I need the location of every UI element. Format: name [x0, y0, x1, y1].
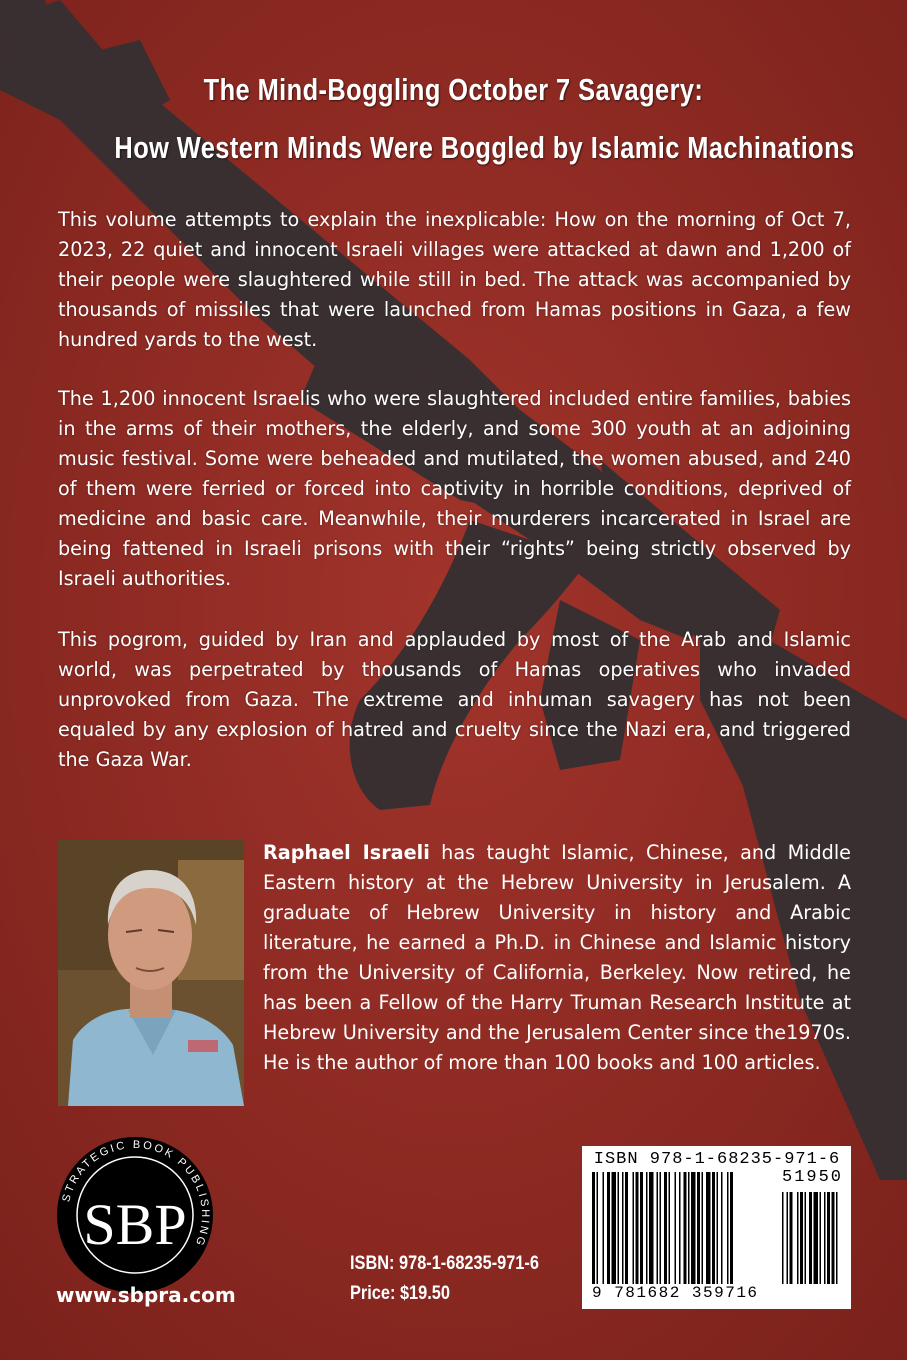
- barcode-bar: [712, 1172, 715, 1284]
- price-line: Price: $19.50: [350, 1283, 450, 1304]
- barcode-bar: [636, 1172, 639, 1284]
- barcode-bar: [679, 1172, 681, 1284]
- book-title-line-2: How Western Minds Were Boggled by Islamic Machinations: [114, 130, 855, 165]
- barcode-addon-bar: [782, 1192, 784, 1284]
- barcode-addon-bar: [790, 1192, 793, 1284]
- barcode-isbn-text: ISBN 978-1-68235-971-6: [593, 1150, 841, 1169]
- barcode-bar: [603, 1172, 605, 1284]
- author-name: Raphael Israeli: [263, 841, 430, 864]
- barcode-bar: [660, 1172, 662, 1284]
- barcode-bars: [592, 1172, 844, 1284]
- synopsis-paragraph-2: The 1,200 innocent Israelis who were slaughtered included entire families, babies in the arms of their mothers, the elderly, and some 300 youth at an adjoining music festival. Some were beheaded and mutilated, the women abused, and 240 of them were ferried or forced into captivity in horrible conditions, deprived of medicine and basic care. Meanwhile, their murderers incarcerated in Israel are being fattened in Israeli prisons with their “rights” being strictly observed by Israeli authorities.: [58, 387, 851, 590]
- book-title-line-1: The Mind-Boggling October 7 Savagery:: [203, 72, 704, 107]
- barcode-bar: [625, 1172, 628, 1284]
- barcode-bar: [702, 1172, 704, 1284]
- publisher-ring-text: STRATEGIC BOOK PUBLISHING: [60, 1138, 212, 1250]
- barcode-addon-bar: [814, 1192, 819, 1284]
- synopsis-paragraph-3: This pogrom, guided by Iran and applauded by most of the Arab and Islamic world, was perpetrated by thousands of Hamas operatives who invaded unprovoked from Gaza. The extreme and inhuman savagery has not been equaled by any explosion of hatred and cruelty since the Nazi era, and triggered the Gaza War.: [58, 628, 851, 771]
- barcode-bar: [597, 1172, 599, 1284]
- barcode-bar: [646, 1172, 648, 1284]
- barcode-bar: [664, 1172, 667, 1284]
- barcode-digits: 9 781682 359716: [592, 1284, 759, 1302]
- barcode-bar: [640, 1172, 643, 1284]
- barcode-bar: [649, 1172, 654, 1284]
- publisher-website[interactable]: www.sbpra.com: [56, 1283, 236, 1307]
- barcode-bar: [706, 1172, 711, 1284]
- barcode-addon-bar: [787, 1192, 789, 1284]
- barcode-bar: [622, 1172, 624, 1284]
- author-bio-text: has taught Islamic, Chinese, and Middle Eastern history at the Hebrew University in Jerusalem. A graduate of Hebrew University in history and Arabic literature, he earned a Ph.D. in Chinese and Islamic history from the University of California, Berkeley. Now retired, he has been a Fellow of the Harry Truman Research Institute at Hebrew University and the Jerusalem Center since the1970s. He is the author of more than 100 books and 100 articles.: [263, 841, 851, 1074]
- publisher-logo: [56, 1136, 214, 1294]
- barcode: [582, 1146, 851, 1309]
- barcode-bar: [730, 1172, 733, 1284]
- publisher-logo-letters: SBP: [83, 1192, 187, 1257]
- barcode-bar: [633, 1172, 635, 1284]
- barcode-bar: [684, 1172, 687, 1284]
- synopsis-paragraph-1: This volume attempts to explain the inexplicable: How on the morning of Oct 7, 2023, 22 quiet and innocent Israeli villages were attacked at dawn and 1,200 of their people were slaughtered while still in bed. The attack was accompanied by thousands of missiles that were launched from Hamas positions in Gaza, a few hundred yards to the west.: [58, 208, 851, 351]
- barcode-bar: [669, 1172, 671, 1284]
- barcode-addon-number: 51950: [782, 1168, 844, 1187]
- barcode-addon-bar: [832, 1192, 835, 1284]
- barcode-bar: [727, 1172, 729, 1284]
- barcode-addon-bar: [824, 1192, 826, 1284]
- author-bio: [263, 838, 851, 1078]
- barcode-addon-bar: [809, 1192, 812, 1284]
- barcode-addon-bar: [827, 1192, 830, 1284]
- barcode-bar: [721, 1172, 723, 1284]
- author-photo: [58, 840, 244, 1106]
- barcode-bar: [697, 1172, 700, 1284]
- barcode-addon-bar: [820, 1192, 822, 1284]
- barcode-bar: [691, 1172, 696, 1284]
- barcode-bar: [607, 1172, 610, 1284]
- barcode-bar: [618, 1172, 620, 1284]
- barcode-bar: [612, 1172, 617, 1284]
- barcode-addon-bar: [800, 1192, 803, 1284]
- isbn-line: ISBN: 978-1-68235-971-6: [350, 1253, 539, 1274]
- barcode-addon-bar: [797, 1192, 799, 1284]
- barcode-addon-bar: [836, 1192, 838, 1284]
- barcode-bar: [688, 1172, 690, 1284]
- barcode-bar: [675, 1172, 677, 1284]
- barcode-addon-bar: [805, 1192, 807, 1284]
- barcode-bar: [592, 1172, 595, 1284]
- barcode-bar: [717, 1172, 719, 1284]
- barcode-bar: [657, 1172, 659, 1284]
